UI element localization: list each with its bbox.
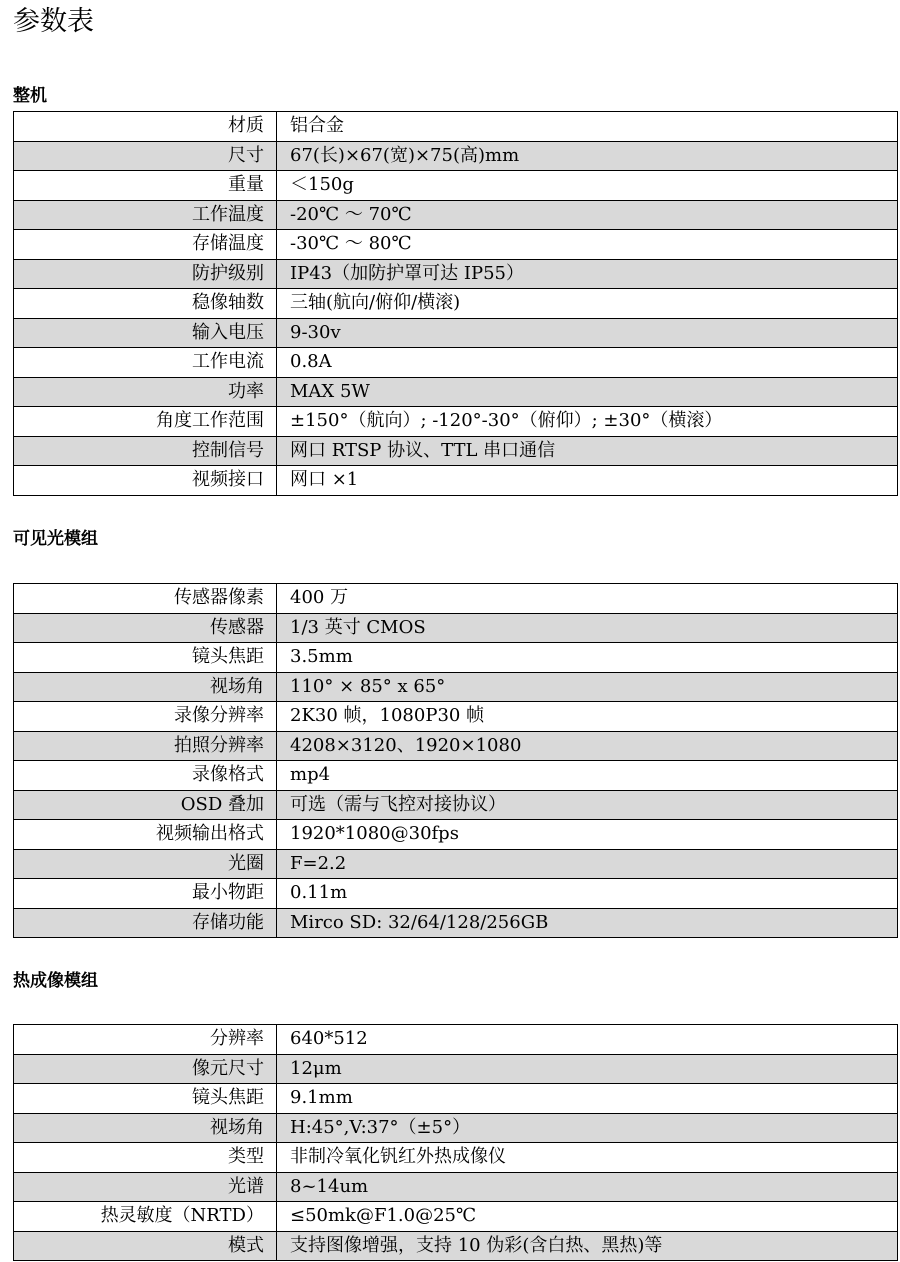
table-row bbox=[14, 112, 898, 142]
param-value: 三轴(航向/俯仰/横滚) bbox=[277, 289, 898, 319]
table-row bbox=[14, 643, 898, 673]
param-value: MAX 5W bbox=[277, 377, 898, 407]
param-value: 67(长)×67(宽)×75(高)mm bbox=[277, 141, 898, 171]
param-value: F=2.2 bbox=[277, 849, 898, 879]
param-name: 传感器 bbox=[14, 613, 277, 643]
table-row bbox=[14, 1025, 898, 1055]
param-value: 2K30 帧，1080P30 帧 bbox=[277, 702, 898, 732]
table-row bbox=[14, 1113, 898, 1143]
table-row bbox=[14, 466, 898, 496]
table-row bbox=[14, 407, 898, 437]
param-name: 最小物距 bbox=[14, 879, 277, 909]
param-name: 存储功能 bbox=[14, 908, 277, 938]
param-name: 重量 bbox=[14, 171, 277, 201]
table-row bbox=[14, 1172, 898, 1202]
param-value: H:45°,V:37°（±5°） bbox=[277, 1113, 898, 1143]
param-value: 0.8A bbox=[277, 348, 898, 378]
table-row bbox=[14, 141, 898, 171]
table-row bbox=[14, 1231, 898, 1261]
param-name: 视场角 bbox=[14, 672, 277, 702]
param-name: 传感器像素 bbox=[14, 584, 277, 614]
param-value: ＜150g bbox=[277, 171, 898, 201]
param-name: 模式 bbox=[14, 1231, 277, 1261]
param-name: 类型 bbox=[14, 1143, 277, 1173]
table-row bbox=[14, 1202, 898, 1232]
param-value: mp4 bbox=[277, 761, 898, 791]
table-row bbox=[14, 790, 898, 820]
table-row bbox=[14, 171, 898, 201]
section-heading-thermal-module: 热成像模组 bbox=[13, 971, 98, 991]
param-value: 9.1mm bbox=[277, 1084, 898, 1114]
param-value: 铝合金 bbox=[277, 112, 898, 142]
spec-table-thermal-module bbox=[13, 1024, 898, 1261]
param-name: OSD 叠加 bbox=[14, 790, 277, 820]
param-value: IP43（加防护罩可达 IP55） bbox=[277, 259, 898, 289]
table-row bbox=[14, 702, 898, 732]
param-value: 1/3 英寸 CMOS bbox=[277, 613, 898, 643]
param-name: 角度工作范围 bbox=[14, 407, 277, 437]
param-name: 录像分辨率 bbox=[14, 702, 277, 732]
param-name: 光圈 bbox=[14, 849, 277, 879]
table-row bbox=[14, 1143, 898, 1173]
param-name: 像元尺寸 bbox=[14, 1054, 277, 1084]
param-value: 110° × 85° x 65° bbox=[277, 672, 898, 702]
table-row bbox=[14, 584, 898, 614]
param-name: 工作电流 bbox=[14, 348, 277, 378]
param-name: 工作温度 bbox=[14, 200, 277, 230]
param-value: -30℃ ～ 80℃ bbox=[277, 230, 898, 260]
table-row bbox=[14, 849, 898, 879]
param-name: 视频接口 bbox=[14, 466, 277, 496]
param-name: 镜头焦距 bbox=[14, 1084, 277, 1114]
table-row bbox=[14, 908, 898, 938]
page-title: 参数表 bbox=[13, 6, 94, 37]
section-heading-visible-module: 可见光模组 bbox=[13, 529, 98, 549]
table-row bbox=[14, 377, 898, 407]
spec-table-whole-unit bbox=[13, 111, 898, 496]
table-row bbox=[14, 200, 898, 230]
param-name: 稳像轴数 bbox=[14, 289, 277, 319]
table-row bbox=[14, 613, 898, 643]
param-value: -20℃ ～ 70℃ bbox=[277, 200, 898, 230]
param-value: 支持图像增强，支持 10 伪彩(含白热、黑热)等 bbox=[277, 1231, 898, 1261]
spec-table-visible-module bbox=[13, 583, 898, 938]
param-name: 热灵敏度（NRTD） bbox=[14, 1202, 277, 1232]
param-name: 防护级别 bbox=[14, 259, 277, 289]
param-name: 视频输出格式 bbox=[14, 820, 277, 850]
param-value: 9-30v bbox=[277, 318, 898, 348]
table-row bbox=[14, 879, 898, 909]
table-row bbox=[14, 820, 898, 850]
param-value: 网口 RTSP 协议、TTL 串口通信 bbox=[277, 436, 898, 466]
param-name: 功率 bbox=[14, 377, 277, 407]
table-row bbox=[14, 672, 898, 702]
table-row bbox=[14, 731, 898, 761]
param-value: Mirco SD: 32/64/128/256GB bbox=[277, 908, 898, 938]
table-row bbox=[14, 1084, 898, 1114]
param-name: 拍照分辨率 bbox=[14, 731, 277, 761]
param-value: 8~14um bbox=[277, 1172, 898, 1202]
param-value: 非制冷氧化钒红外热成像仪 bbox=[277, 1143, 898, 1173]
param-name: 视场角 bbox=[14, 1113, 277, 1143]
param-name: 分辨率 bbox=[14, 1025, 277, 1055]
table-row bbox=[14, 436, 898, 466]
param-name: 材质 bbox=[14, 112, 277, 142]
param-value: 网口 ×1 bbox=[277, 466, 898, 496]
table-row bbox=[14, 761, 898, 791]
param-name: 输入电压 bbox=[14, 318, 277, 348]
table-row bbox=[14, 230, 898, 260]
param-name: 尺寸 bbox=[14, 141, 277, 171]
section-heading-whole-unit: 整机 bbox=[13, 86, 47, 106]
param-name: 控制信号 bbox=[14, 436, 277, 466]
table-row bbox=[14, 289, 898, 319]
param-value: 400 万 bbox=[277, 584, 898, 614]
param-value: 0.11m bbox=[277, 879, 898, 909]
param-value: ≤50mk@F1.0@25℃ bbox=[277, 1202, 898, 1232]
table-row bbox=[14, 318, 898, 348]
param-value: 640*512 bbox=[277, 1025, 898, 1055]
param-value: 3.5mm bbox=[277, 643, 898, 673]
table-row bbox=[14, 259, 898, 289]
param-value: ±150°（航向）; -120°-30°（俯仰）; ±30°（横滚） bbox=[277, 407, 898, 437]
param-value: 1920*1080@30fps bbox=[277, 820, 898, 850]
table-row bbox=[14, 1054, 898, 1084]
param-name: 镜头焦距 bbox=[14, 643, 277, 673]
table-row bbox=[14, 348, 898, 378]
param-name: 录像格式 bbox=[14, 761, 277, 791]
param-value: 可选（需与飞控对接协议） bbox=[277, 790, 898, 820]
param-name: 光谱 bbox=[14, 1172, 277, 1202]
param-name: 存储温度 bbox=[14, 230, 277, 260]
param-value: 4208×3120、1920×1080 bbox=[277, 731, 898, 761]
param-value: 12μm bbox=[277, 1054, 898, 1084]
